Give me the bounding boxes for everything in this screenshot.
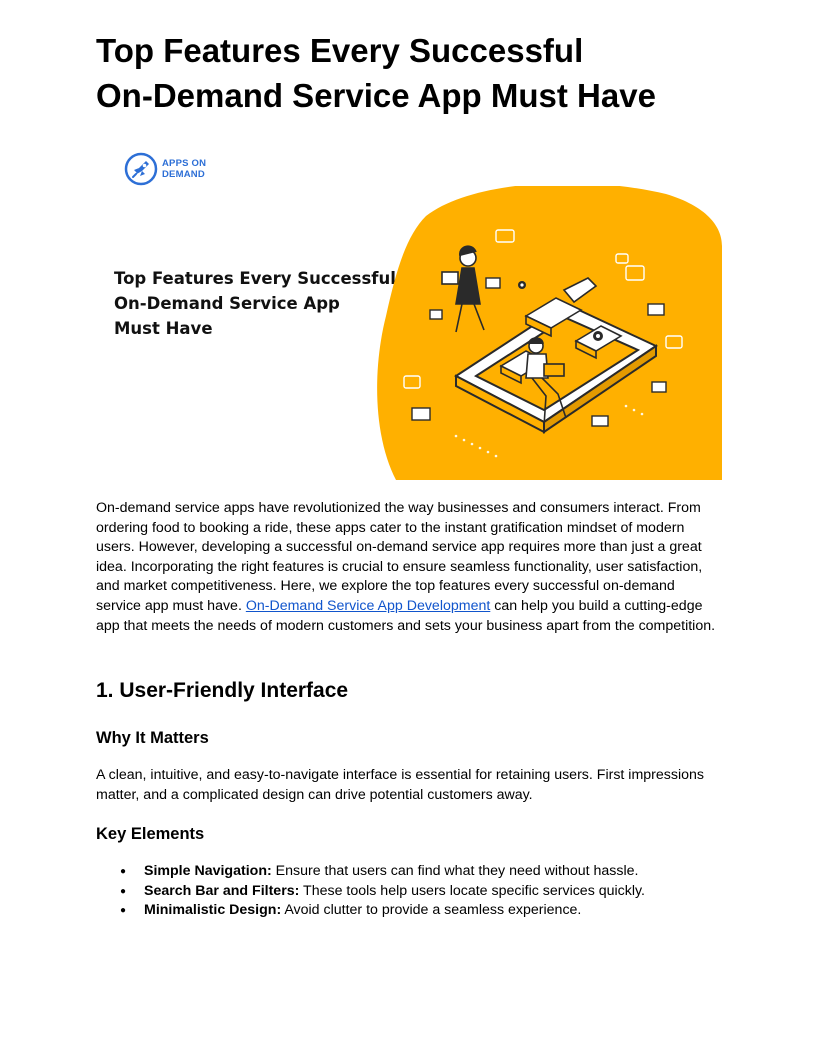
logo-line-2: DEMAND xyxy=(162,169,205,180)
banner-title-line-1: Top Features Every Successful xyxy=(114,269,396,288)
list-item xyxy=(96,882,720,902)
banner-title-line-2: On-Demand Service App xyxy=(114,294,340,313)
list-item-label: Minimalistic Design: xyxy=(144,902,282,919)
list-item-text: Avoid clutter to provide a seamless experience. xyxy=(281,902,582,919)
list-item-text: Ensure that users can find what they need without hassle. xyxy=(271,863,639,879)
key-elements-heading: Key Elements xyxy=(96,825,205,843)
apps-on-demand-logo xyxy=(124,152,206,186)
key-elements-list xyxy=(96,862,720,921)
list-item-text: These tools help users locate specific services quickly. xyxy=(299,882,645,899)
on-demand-app-illustration xyxy=(376,186,722,480)
title-line-2: On-Demand Service App Must Have xyxy=(96,77,656,114)
intro-text-after-link: can help you build a cutting-edge app that meets the needs of modern customers and sets your business apart from the competition. xyxy=(96,597,716,634)
section-heading: 1. User-Friendly Interface xyxy=(96,679,349,702)
why-it-matters-heading: Why It Matters xyxy=(96,729,209,747)
hero-banner xyxy=(96,140,722,480)
list-item-label: Search Bar and Filters: xyxy=(144,882,300,899)
app-development-link[interactable]: On-Demand Service App Development xyxy=(245,597,491,614)
banner-title-line-3: Must Have xyxy=(114,319,213,338)
intro-paragraph xyxy=(96,499,720,636)
logo-wordmark xyxy=(162,158,206,180)
title-line-1: Top Features Every Successful xyxy=(96,32,584,69)
banner-title xyxy=(114,266,404,341)
rocket-icon xyxy=(124,152,158,186)
list-item xyxy=(96,901,720,921)
intro-text-before-link: On-demand service apps have revolutionized the way businesses and consumers interact. From ordering food to booking a ride, these apps cater to the instant gratification mindset of modern users. However, developing a successful on-demand service app requires more than just a great idea. Incorporating the right features is crucial to ensure seamless functionality, user satisfaction, and market competitiveness. Here, we explore the top features every successful on-demand service app must have. xyxy=(96,500,703,614)
list-item-label: Simple Navigation: xyxy=(144,863,272,879)
logo-line-1: APPS ON xyxy=(162,158,207,169)
document-title xyxy=(96,28,736,118)
list-item xyxy=(96,862,720,882)
why-it-matters-text: A clean, intuitive, and easy-to-navigate interface is essential for retaining users. First impressions matter, and a complicated design can drive potential customers away. xyxy=(96,767,704,803)
